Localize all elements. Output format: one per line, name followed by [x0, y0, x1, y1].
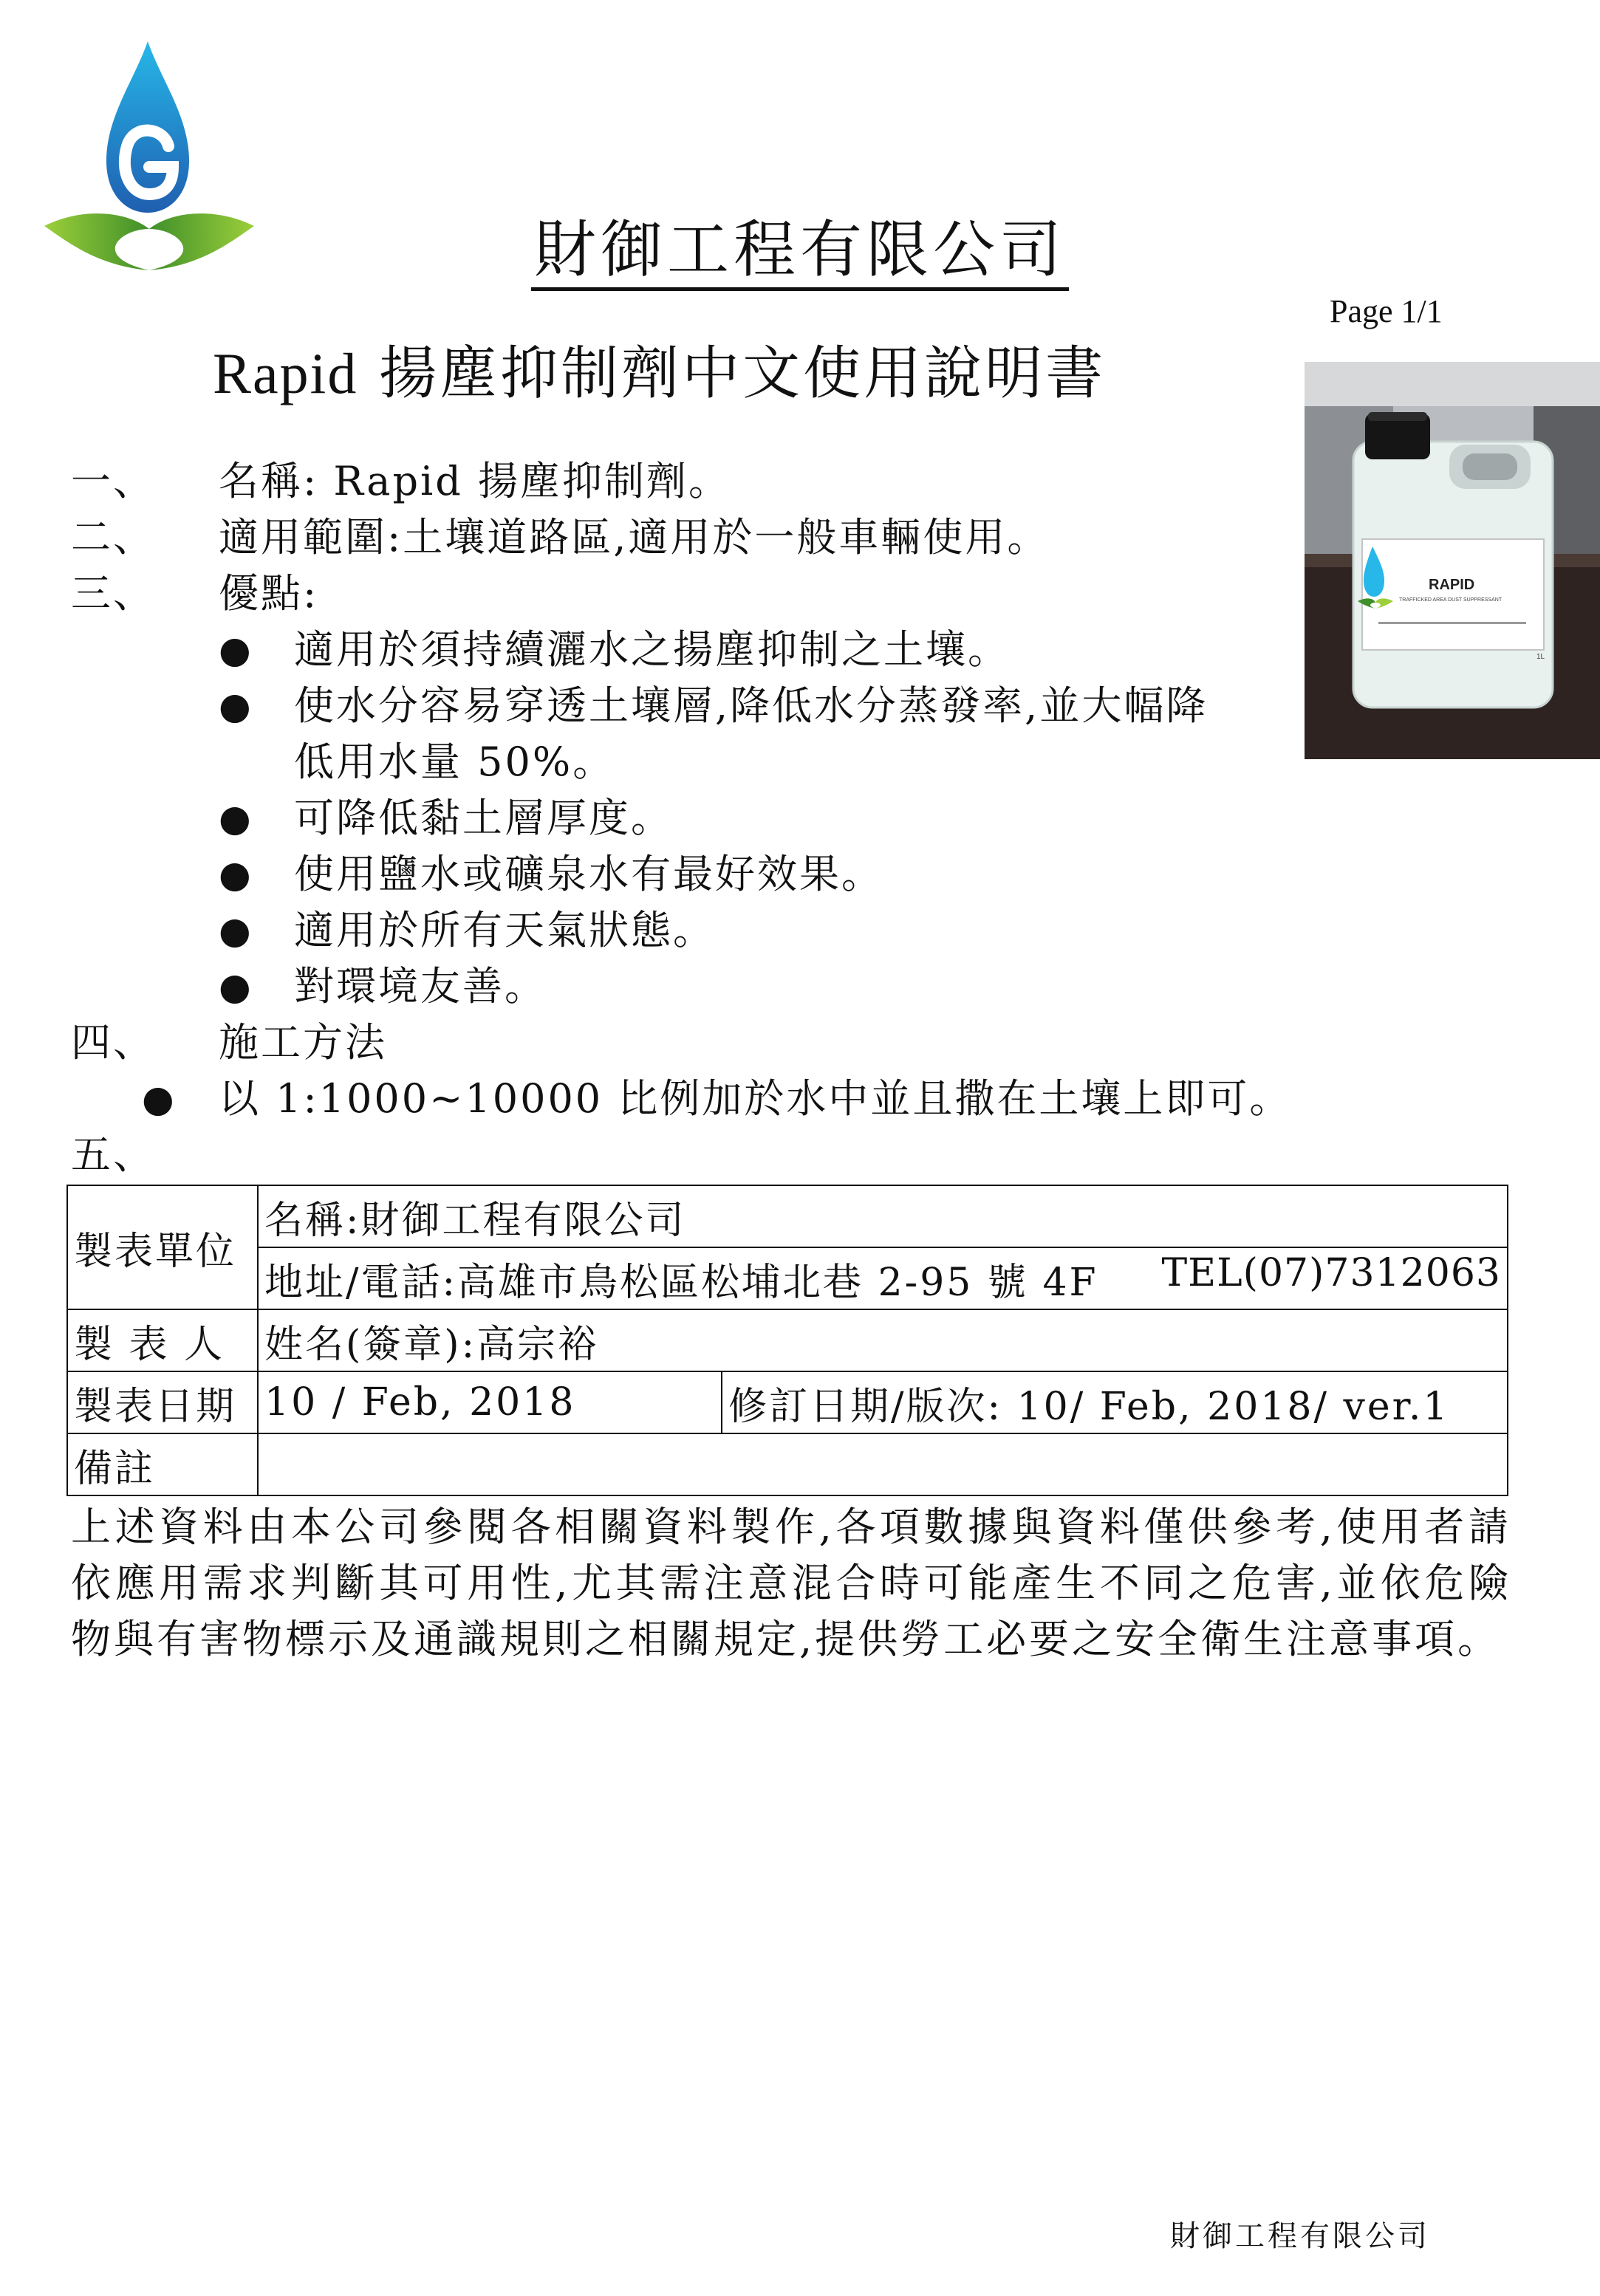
address-cell: [258, 1247, 1508, 1309]
bullet-icon: ●: [219, 909, 253, 952]
section-number-3: 三、: [71, 570, 155, 617]
advantage-item-2-continued: 低用水量 50%。: [294, 739, 615, 785]
advantage-item-3: 可降低黏土層厚度。: [294, 795, 673, 841]
advantage-item-4: 使用鹽水或礦泉水有最好效果。: [294, 851, 883, 897]
company-title: [0, 213, 1600, 287]
date-value: 10 / Feb, 2018: [258, 1371, 722, 1433]
method-item: 以 1:1000~10000 比例加於水中並且撒在土壤上即可。: [219, 1075, 1292, 1122]
section-number-1: 一、: [71, 458, 155, 504]
table-row: [67, 1247, 1508, 1309]
revision-label: 修訂日期/版次:: [728, 1384, 1003, 1429]
maker-value: 姓名(簽章):高宗裕: [258, 1309, 1508, 1371]
company-title-text: 財御工程有限公司: [531, 213, 1069, 291]
address-value: 地址/電話:高雄市鳥松區松埔北巷 2-95 號 4F: [264, 1260, 1098, 1305]
table-row: [67, 1185, 1508, 1247]
section-text-3: 優點:: [219, 570, 319, 617]
unit-label: 製表單位: [67, 1185, 258, 1309]
advantage-item-6: 對環境友善。: [294, 963, 547, 1010]
footer-company-name: 財御工程有限公司: [1170, 2219, 1430, 2253]
table-row: [67, 1371, 1508, 1433]
page-number: Page 1/1: [1330, 293, 1443, 329]
advantage-item-1: 適用於須持續灑水之揚塵抑制之土壤。: [294, 626, 1010, 673]
advantage-item-2: 使水分容易穿透土壤層,降低水分蒸發率,並大幅降: [294, 682, 1208, 729]
section-number-2: 二、: [71, 514, 155, 561]
bullet-icon: ●: [219, 853, 253, 896]
bullet-icon: ●: [219, 628, 253, 671]
remark-label: 備註: [67, 1433, 258, 1495]
bullet-icon: ●: [219, 685, 253, 727]
bullet-icon: ●: [219, 965, 253, 1008]
disclaimer-paragraph: 上述資料由本公司參閱各相關資料製作,各項數據與資料僅供參考,使用者請依應用需求判斷其可用性,尤其需注意混合時可能產生不同之危害,並依危險物與有害物標示及通識規則之相關規定,提供勞工必要之安全衛生注意事項。: [71, 1504, 1511, 1662]
section-number-4: 四、: [71, 1019, 155, 1066]
section-text-1: 名稱: Rapid 揚塵抑制劑。: [219, 458, 731, 504]
tel-value: TEL(07)7312063: [1161, 1250, 1501, 1295]
section-number-5: 五、: [71, 1131, 155, 1178]
document-title-text: 揚塵抑制劑中文使用說明書: [379, 340, 1107, 407]
document-title: [213, 337, 1106, 411]
revision-value: 10/ Feb, 2018/ ver.1: [1016, 1384, 1450, 1429]
product-photo: [1305, 362, 1600, 759]
remark-value: [258, 1433, 1508, 1495]
maker-label: 製 表 人: [67, 1309, 258, 1371]
document-title-product: Rapid: [213, 341, 358, 405]
advantage-item-5: 適用於所有天氣狀態。: [294, 907, 715, 953]
revision-cell: [722, 1371, 1508, 1433]
section-text-2: 適用範圍:土壤道路區,適用於一般車輛使用。: [219, 514, 1050, 561]
info-table: [66, 1185, 1508, 1496]
table-row: [67, 1309, 1508, 1371]
product-label: RAPID: [1429, 577, 1475, 593]
bullet-icon: ●: [142, 1077, 177, 1120]
section-text-4: 施工方法: [219, 1019, 387, 1066]
bullet-icon: ●: [219, 797, 253, 840]
date-label: 製表日期: [67, 1371, 258, 1433]
name-value: 名稱:財御工程有限公司: [258, 1185, 1508, 1247]
product-volume: 1L: [1536, 653, 1545, 661]
product-sublabel: TRAFFICKED AREA DUST SUPPRESSANT: [1399, 597, 1502, 603]
table-row: [67, 1433, 1508, 1495]
